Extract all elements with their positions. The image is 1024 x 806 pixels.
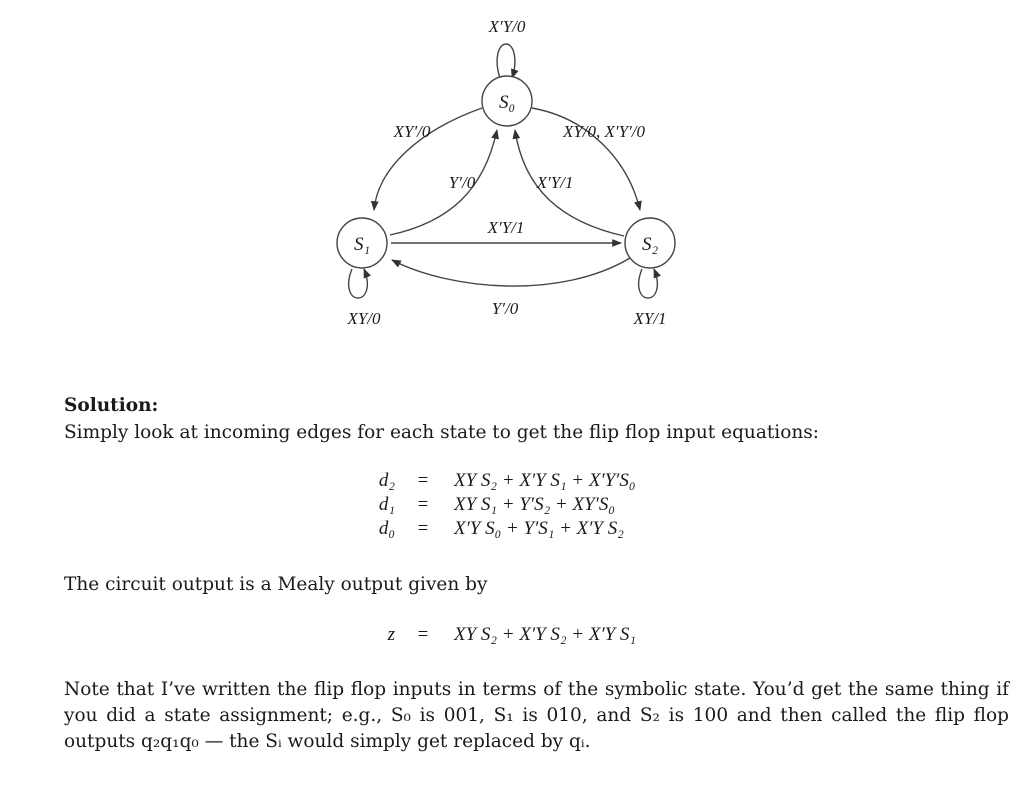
edge-s2-self bbox=[639, 269, 658, 298]
label-s0-self: X′Y/0 bbox=[488, 17, 526, 36]
equation-op: = bbox=[417, 470, 429, 491]
equation-rhs: XY S₂ + X′Y S₂ + X′Y S₁ bbox=[454, 624, 637, 645]
state-s1 bbox=[337, 218, 387, 268]
equation-lhs: d₁ bbox=[378, 494, 395, 515]
edge-s2-to-s1 bbox=[392, 258, 630, 286]
equation-lhs: d₂ bbox=[378, 470, 395, 491]
solution-heading: Solution: bbox=[64, 395, 159, 416]
equation-d2 bbox=[355, 470, 755, 494]
equation-rhs: X′Y S₀ + Y′S₁ + X′Y S₂ bbox=[454, 518, 624, 539]
equation-z bbox=[355, 624, 755, 648]
equation-rhs: XY S₁ + Y′S₂ + XY′S₀ bbox=[454, 494, 615, 515]
equation-d1 bbox=[355, 494, 755, 518]
label-s1-to-s2: X′Y/1 bbox=[487, 218, 525, 237]
note-paragraph: Note that I’ve written the flip flop inputs in terms of the symbolic state. You’d get the same thing if you did a state assignment; e.g., S₀ is 001, S₁ is 010, and S₂ is 100 and then called the flip flop outputs q₂q₁q₀ — the Sᵢ would simply get replaced by qᵢ. bbox=[64, 679, 1009, 752]
svg-text:S₁: S₁ bbox=[353, 234, 371, 255]
svg-text:S₀: S₀ bbox=[498, 92, 516, 113]
state-diagram bbox=[0, 0, 1024, 360]
equation-lhs: d₀ bbox=[378, 518, 395, 539]
edge-s1-to-s0 bbox=[390, 130, 497, 235]
label-s1-to-s0: Y′/0 bbox=[448, 173, 476, 192]
equation-rhs: XY S₂ + X′Y S₁ + X′Y′S₀ bbox=[454, 470, 636, 491]
output-intro: The circuit output is a Mealy output given by bbox=[64, 574, 488, 595]
label-s1-self: XY/0 bbox=[347, 309, 381, 328]
state-s0 bbox=[482, 76, 532, 126]
equation-op: = bbox=[417, 518, 429, 539]
label-s0-to-s1: XY′/0 bbox=[393, 122, 431, 141]
label-s2-to-s0: X′Y/1 bbox=[536, 173, 574, 192]
label-s2-to-s1: Y′/0 bbox=[491, 299, 519, 318]
solution-intro: Simply look at incoming edges for each state to get the flip flop input equations: bbox=[64, 422, 819, 443]
label-s2-self: XY/1 bbox=[633, 309, 667, 328]
edge-s0-self bbox=[497, 44, 515, 78]
svg-text:S₂: S₂ bbox=[641, 234, 659, 255]
edge-s1-self bbox=[349, 269, 368, 298]
equation-op: = bbox=[417, 494, 429, 515]
equation-op: = bbox=[417, 624, 429, 645]
equation-d0 bbox=[355, 518, 755, 542]
label-s0-to-s2: XY/0, X′Y′/0 bbox=[562, 122, 646, 141]
state-s2 bbox=[625, 218, 675, 268]
equation-lhs: z bbox=[387, 624, 395, 645]
